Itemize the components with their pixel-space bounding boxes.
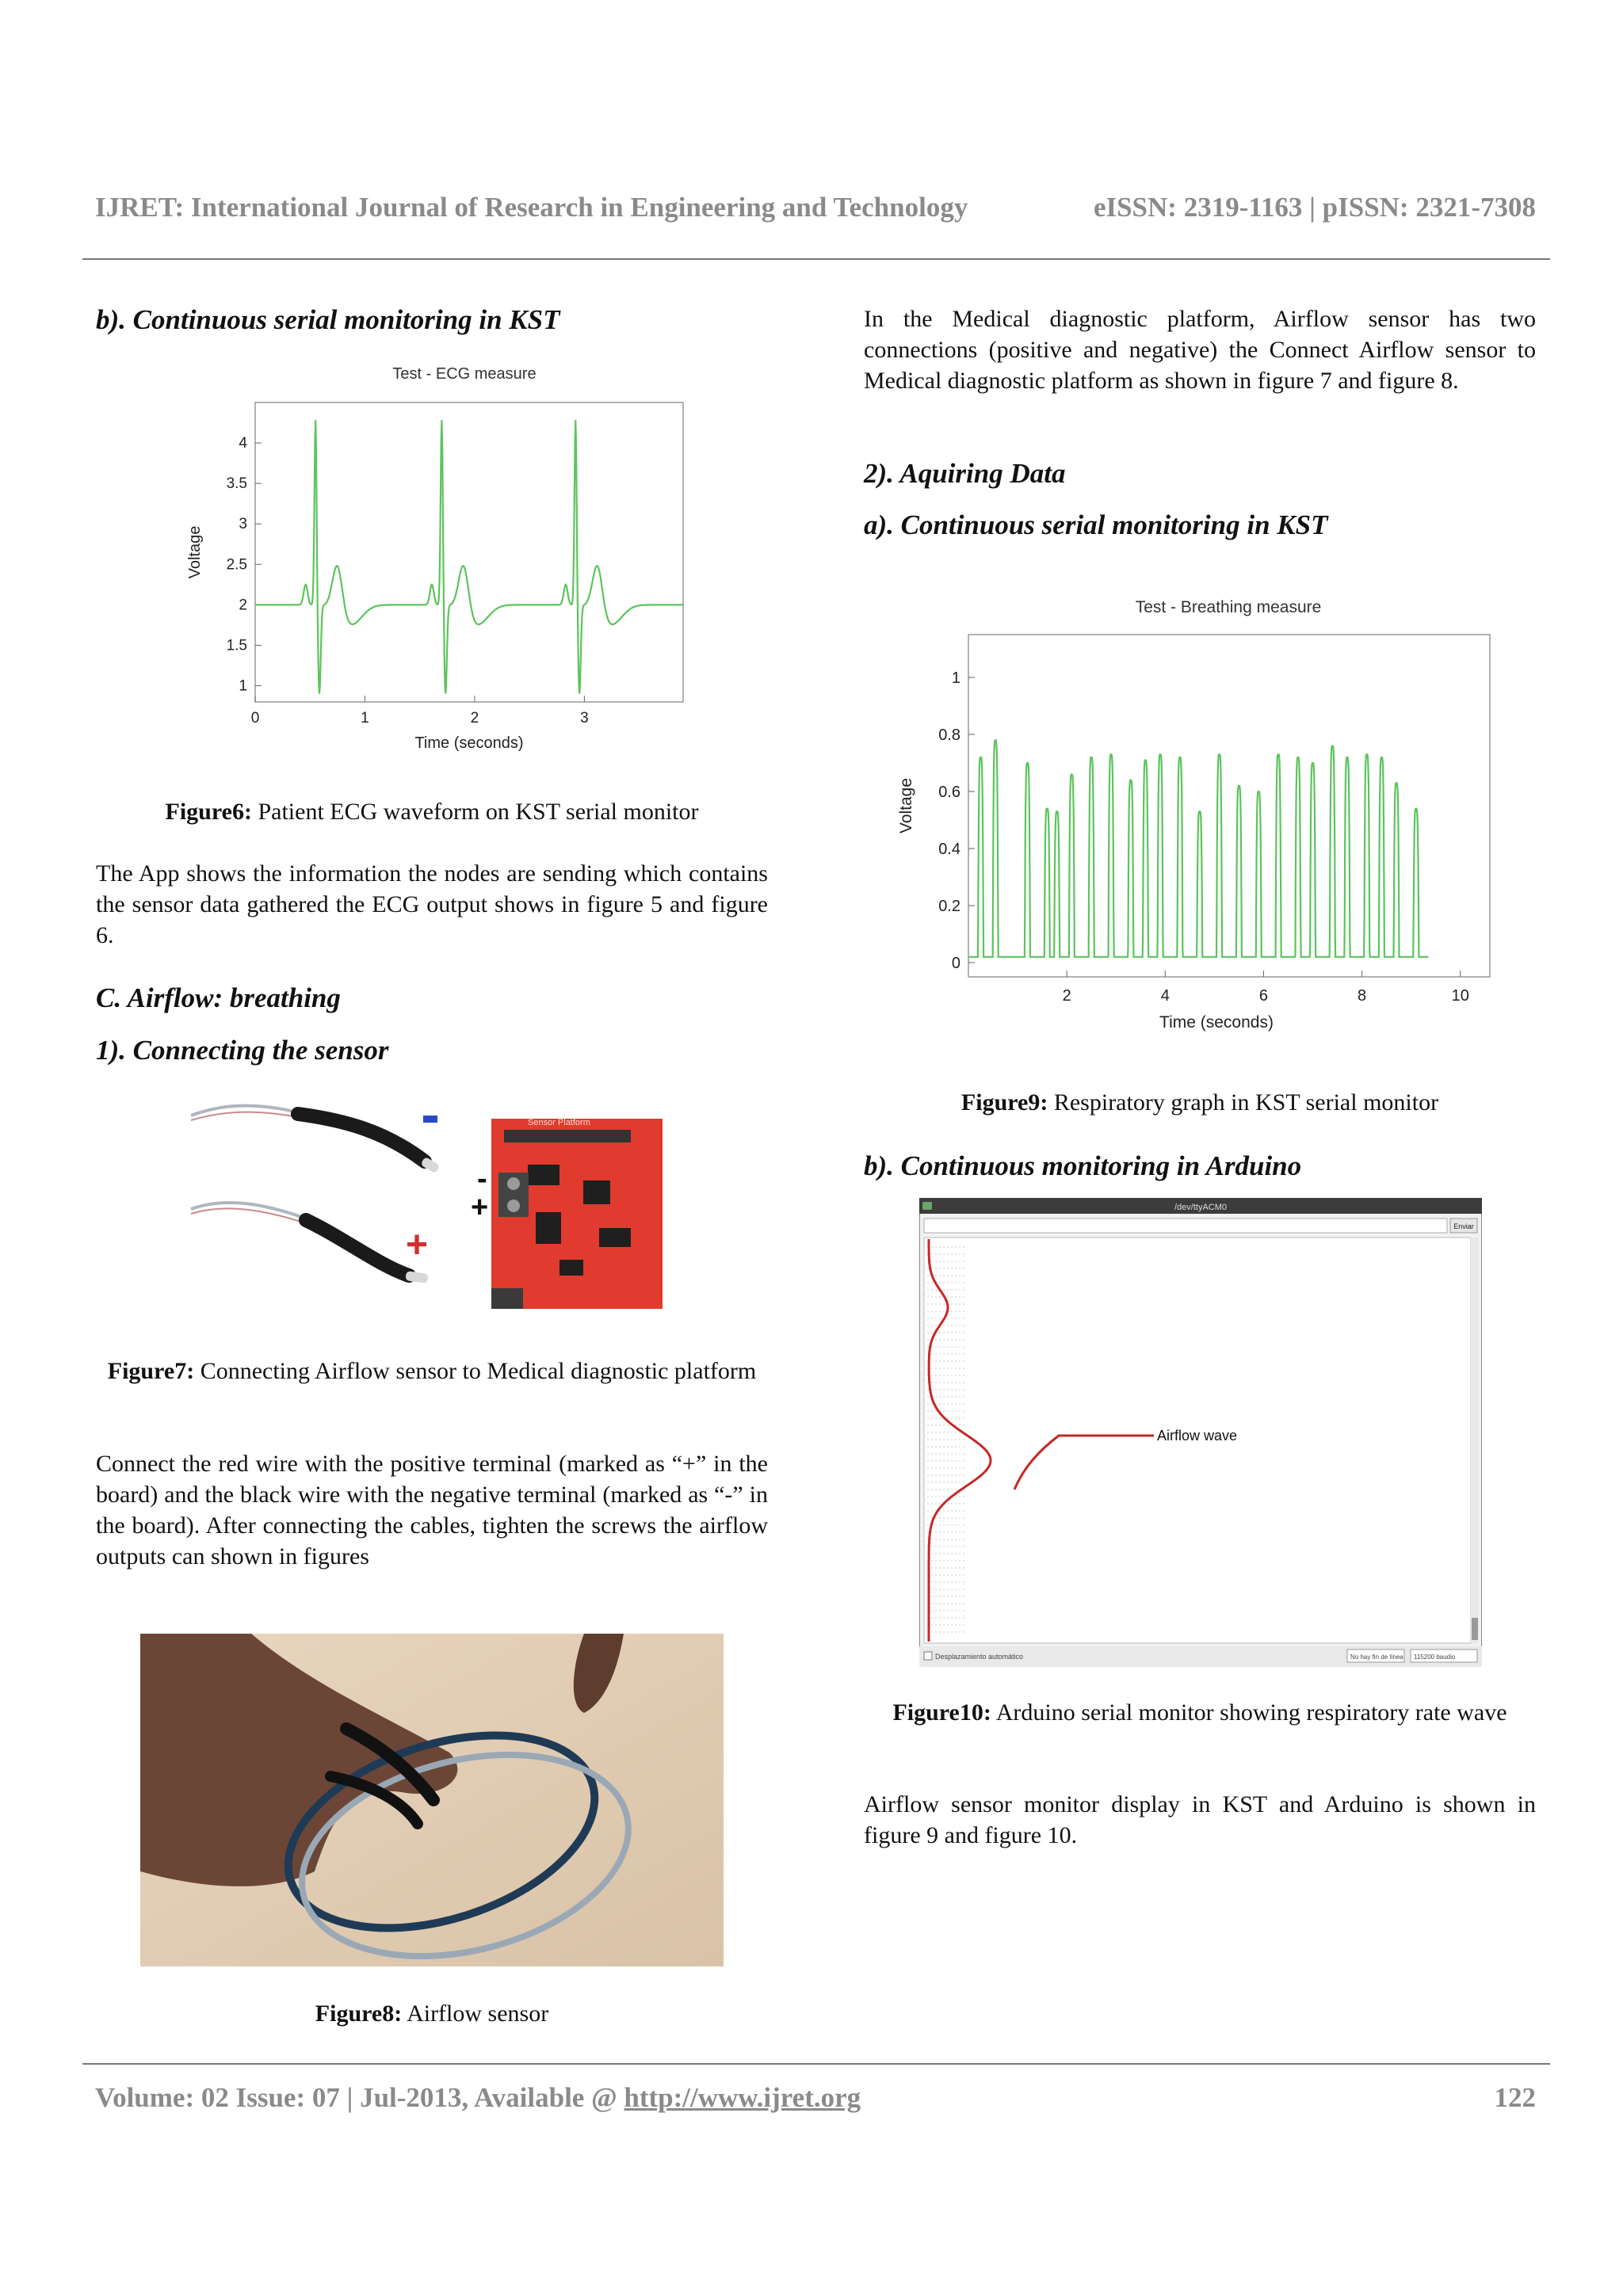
breathing-x-tick-label: 4 (1160, 987, 1170, 1005)
breathing-y-tick-label: 0 (951, 955, 960, 972)
figure10-text: Arduino serial monitor showing respiratory rate wave (991, 1699, 1507, 1726)
breathing-x-tick-label: 6 (1258, 987, 1269, 1005)
section-1-title: 1). Connecting the sensor (96, 1035, 389, 1066)
breathing-x-tick-label: 8 (1358, 987, 1367, 1005)
footer-rule (82, 2063, 1550, 2065)
figure9-caption (864, 1087, 1536, 1118)
journal-link[interactable]: http://www.ijret.org (624, 2082, 861, 2113)
figure6-label: Figure6: (165, 799, 252, 825)
figure7-illustration (187, 1093, 670, 1315)
positive-sensor-tube (306, 1220, 409, 1276)
running-footer (95, 2082, 1536, 2114)
page-number: 122 (1494, 2082, 1536, 2113)
autoscroll-label: Desplazamiento automático (935, 1653, 1024, 1661)
section-c-title: C. Airflow: breathing (96, 982, 341, 1013)
figure6-caption (96, 796, 768, 827)
figure8-text: Airflow sensor (402, 2000, 549, 2027)
board-label: Sensor Platform (528, 1118, 590, 1127)
positive-wire-strands-2 (191, 1208, 306, 1223)
arduino-serial-monitor (919, 1198, 1482, 1667)
send-input (924, 1219, 1447, 1233)
section-a-title: a). Continuous serial monitoring in KST (864, 509, 1328, 540)
breathing-y-tick-label: 0.6 (938, 784, 960, 801)
section-2-title: 2). Aquiring Data (864, 458, 1066, 489)
line-ending-select: No hay fin de línea (1350, 1653, 1403, 1661)
breathing-y-tick-label: 0.4 (938, 841, 960, 858)
ecg-x-tick-label: 0 (250, 710, 260, 727)
breathing-y-tick-label: 0.2 (938, 898, 960, 915)
breathing-y-tick-label: 1 (951, 669, 960, 687)
ecg-y-tick-label: 3.5 (226, 475, 247, 493)
breathing-x-tick-label: 10 (1451, 987, 1469, 1005)
ecg-y-tick-label: 2 (239, 597, 247, 614)
figure10-label: Figure10: (892, 1699, 991, 1726)
footer-volume: Volume: 02 Issue: 07 | Jul-2013, Available @ http://www.ijret.org (95, 2082, 861, 2113)
right-paragraph-2: Airflow sensor monitor display in KST and Arduino is shown in figure 9 and figure 10. (864, 1791, 1536, 1848)
issn: eISSN: 2319-1163 | pISSN: 2321-7308 (1093, 192, 1536, 223)
ecg-y-axis-label: Voltage (186, 525, 204, 579)
figure9-label: Figure9: (960, 1089, 1048, 1116)
ecg-chart-title: Test - ECG measure (392, 365, 537, 383)
breathing-y-tick-label: 0.8 (938, 727, 960, 744)
breathing-x-tick-label: 2 (1062, 987, 1071, 1005)
figure8-caption (96, 1998, 768, 2029)
figure8-photo (140, 1634, 724, 1966)
ecg-chart (170, 357, 708, 769)
section-b-arduino-title: b). Continuous monitoring in Arduino (864, 1150, 1302, 1181)
left-paragraph-2: Connect the red wire with the positive terminal (marked as “+” in the board) and the black wire with the negative terminal (marked as “-” in the board). After connecting the cables, tighten the screws the airflow outputs can shown in figures (96, 1451, 768, 1569)
figure6-text: Patient ECG waveform on KST serial monitor (251, 799, 699, 825)
ecg-x-tick-label: 3 (580, 710, 589, 727)
breathing-x-axis-label: Time (seconds) (1159, 1013, 1274, 1032)
window-title: /dev/ttyACM0 (1174, 1203, 1228, 1212)
figure10-caption (864, 1697, 1536, 1728)
negative-sensor-tube (298, 1114, 425, 1161)
ecg-y-tick-label: 1.5 (226, 637, 247, 654)
send-button-label: Enviar (1453, 1222, 1474, 1230)
ecg-x-axis-label: Time (seconds) (414, 734, 524, 752)
ecg-y-tick-label: 1 (239, 677, 247, 695)
figure7-text: Connecting Airflow sensor to Medical diagnostic platform (194, 1358, 757, 1384)
negative-wire-strands-2 (191, 1112, 298, 1120)
left-paragraph-1: The App shows the information the nodes are sending which contains the sensor data gathered the ECG output shows in figure 5 and figure 6. (96, 860, 768, 948)
figure7-label: Figure7: (107, 1358, 195, 1384)
breathing-chart (888, 590, 1506, 1042)
plus-marker: + (406, 1224, 429, 1266)
journal-title: IJRET: International Journal of Research in Engineering and Technology (95, 192, 968, 223)
board-polarity-plus: + (471, 1191, 489, 1224)
baud-rate-select: 115200 baudio (1414, 1653, 1456, 1661)
header-rule (82, 258, 1550, 260)
figure8-label: Figure8: (315, 2000, 403, 2027)
ecg-y-tick-label: 2.5 (226, 556, 247, 574)
airflow-wave-annotation: Airflow wave (1157, 1428, 1238, 1444)
ecg-y-tick-label: 3 (239, 516, 247, 533)
figure9-text: Respiratory graph in KST serial monitor (1048, 1089, 1439, 1116)
section-b-title: b). Continuous serial monitoring in KST (96, 304, 560, 335)
minus-marker (423, 1116, 437, 1123)
ecg-y-tick-label: 4 (239, 435, 247, 452)
running-header (95, 192, 1536, 223)
breathing-chart-title: Test - Breathing measure (1135, 598, 1322, 616)
ecg-x-tick-label: 2 (470, 710, 479, 727)
board-polarity-minus: - (477, 1162, 487, 1196)
figure7-caption (96, 1356, 768, 1386)
ecg-x-tick-label: 1 (361, 710, 369, 727)
scrollbar (1471, 1238, 1479, 1643)
breathing-y-axis-label: Voltage (897, 777, 915, 834)
right-paragraph-1: In the Medical diagnostic platform, Airflow sensor has two connections (positive and negative) the Connect Airflow sensor to Medical diagnostic platform as shown in figure 7 and figure 8. (864, 306, 1536, 394)
